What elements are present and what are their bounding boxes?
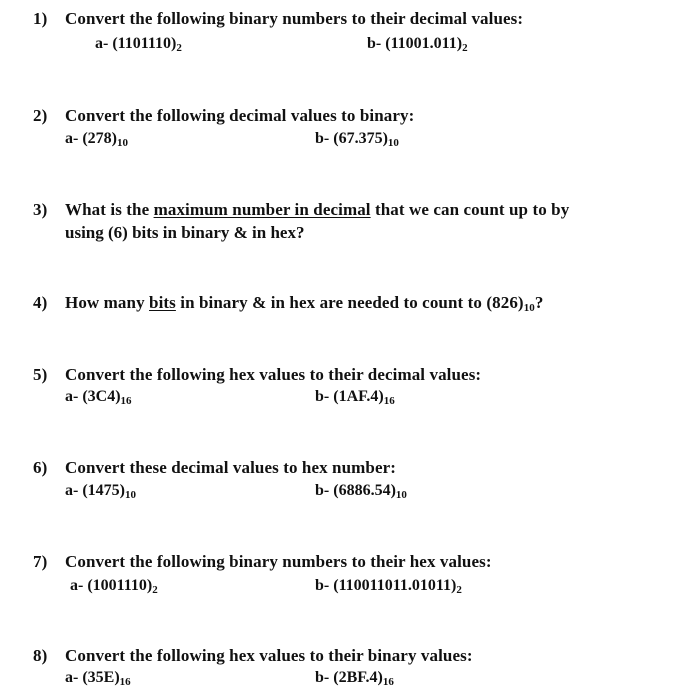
- part-value: (1001110): [87, 577, 153, 594]
- base-subscript: 2: [462, 42, 468, 54]
- question-3-continuation: using (6) bits in binary & in hex?: [65, 223, 305, 242]
- question-text: Convert the following binary numbers to their hex values:: [65, 552, 492, 571]
- question-6-prompt: [33, 458, 396, 478]
- part-value: (2BF.4): [333, 669, 383, 686]
- base-subscript: 10: [387, 137, 399, 149]
- question-number: 8): [33, 646, 48, 665]
- part-value: (11001.011): [385, 35, 463, 52]
- base-subscript: 2: [456, 584, 462, 596]
- question-text: Convert the following hex values to their decimal values:: [65, 365, 482, 384]
- question-1-prompt: [33, 9, 523, 29]
- part-b: b- $(6886.54)_{10}$: [315, 482, 407, 501]
- base-subscript: 10: [124, 489, 136, 501]
- question-text: Convert the following binary numbers to their decimal values:: [65, 9, 524, 28]
- question-text: Convert the following decimal values to binary:: [65, 106, 415, 125]
- question-8-prompt: [33, 646, 473, 666]
- question-text: Convert these decimal values to hex number:: [65, 458, 397, 477]
- question-4-prompt: 4) How many bits in binary & in hex are needed to count to $(826)_{10}$?: [33, 293, 544, 314]
- underlined-phrase: bits: [149, 293, 176, 312]
- part-value: (6886.54): [333, 482, 396, 499]
- question-2-prompt: [33, 106, 414, 126]
- part-b: b- $(67.375)_{10}$: [315, 130, 399, 149]
- part-a: a- $(278)_{10}$: [65, 130, 128, 149]
- part-a: a- $(3C4)_{16}$: [65, 388, 132, 407]
- underlined-phrase: maximum number in decimal: [153, 200, 371, 219]
- part-a: a- $(1001110)_2$: [70, 577, 158, 596]
- part-a: a- $(35E)_{16}$: [65, 669, 131, 688]
- question-number: 2): [33, 106, 48, 125]
- base-subscript: 16: [383, 395, 395, 407]
- part-value: (35E): [82, 669, 120, 686]
- question-number: 5): [33, 365, 48, 384]
- base-subscript: 16: [382, 676, 394, 688]
- part-a: a- $(1475)_{10}$: [65, 482, 136, 501]
- question-number: 3): [33, 200, 48, 219]
- question-number: 7): [33, 552, 48, 571]
- part-value: (3C4): [82, 388, 121, 405]
- part-value: (110011011.01011): [333, 577, 457, 594]
- base-subscript: 10: [523, 302, 535, 314]
- question-7-prompt: [33, 552, 492, 572]
- base-subscript: 10: [116, 137, 128, 149]
- question-text: Convert the following hex values to their binary values:: [65, 646, 473, 665]
- question-number: 1): [33, 9, 48, 28]
- part-b: b- $(110011011.01011)_2$: [315, 577, 462, 596]
- question-3-prompt: 3) What is the maximum number in decimal that we can count up to by: [33, 200, 570, 219]
- part-value: (278): [82, 130, 117, 147]
- part-value: (1101110): [112, 35, 177, 52]
- part-b: b- $(2BF.4)_{16}$: [315, 669, 394, 688]
- part-value: (1AF.4): [333, 388, 384, 405]
- part-value: (67.375): [333, 130, 388, 147]
- base-subscript: 2: [152, 584, 158, 596]
- part-b: b- $(1AF.4)_{16}$: [315, 388, 395, 407]
- base-subscript: 16: [119, 676, 131, 688]
- question-number: 6): [33, 458, 48, 477]
- base-subscript: 2: [176, 42, 182, 54]
- base-subscript: 10: [395, 489, 407, 501]
- question-number: 4): [33, 293, 48, 312]
- question-5-prompt: [33, 365, 481, 385]
- base-subscript: 16: [120, 395, 132, 407]
- part-a: a- $(1101110)_2$: [95, 35, 182, 54]
- part-b: b- $(11001.011)_2$: [367, 35, 468, 54]
- part-value: (1475): [82, 482, 125, 499]
